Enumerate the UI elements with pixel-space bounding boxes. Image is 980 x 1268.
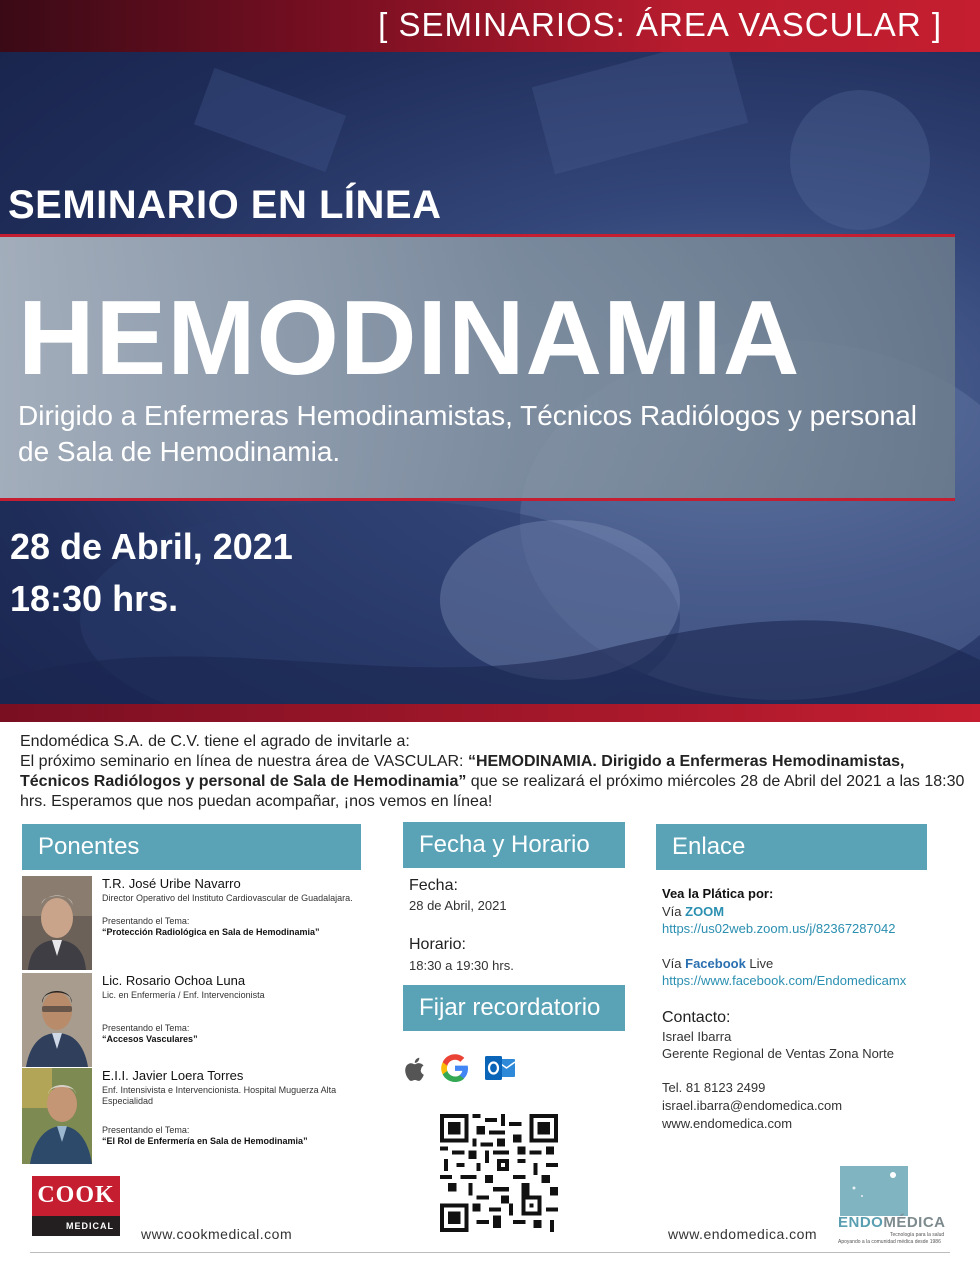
fecha-value: 28 de Abril, 2021: [409, 898, 507, 913]
speaker-photo: [22, 973, 92, 1067]
contact-web[interactable]: www.endomedica.com: [662, 1116, 793, 1131]
endo-part: ENDO: [838, 1214, 884, 1231]
fecha-label: Fecha:: [409, 877, 458, 894]
subtitle: Dirigido a Enfermeras Hemodinamistas, Técnicos Radiólogos y personal de Sala de Hemodinamia.: [18, 400, 918, 467]
contact-role: Gerente Regional de Ventas Zona Norte: [662, 1046, 894, 1061]
cook-logo-sub: MEDICAL: [32, 1216, 120, 1236]
endomedica-mark: [840, 1166, 908, 1216]
speaker-3-avatar: [22, 1068, 92, 1164]
speaker-role: Director Operativo del Instituto Cardiovascular de Guadalajara.: [102, 893, 353, 903]
medica-part: MÉDICA: [883, 1214, 946, 1231]
contact-email[interactable]: israel.ibarra@endomedica.com: [662, 1098, 843, 1113]
enlace-heading: Enlace: [656, 824, 927, 870]
top-red-bar: [0, 0, 980, 52]
footer-divider: [30, 1252, 950, 1253]
cook-medical-logo: [32, 1176, 120, 1236]
speaker-2-avatar: [22, 973, 92, 1067]
speaker-name: T.R. José Uribe Navarro: [102, 876, 241, 891]
endomedica-since: Apoyando a la comunidad médica desde 1986: [838, 1239, 941, 1245]
seminario-label: SEMINARIO EN LÍNEA: [8, 183, 442, 227]
horario-label: Horario:: [409, 936, 466, 953]
ponentes-heading: Ponentes: [22, 824, 361, 870]
reminder-heading: Fijar recordatorio: [403, 985, 625, 1031]
zoom-url[interactable]: https://us02web.zoom.us/j/82367287042: [662, 921, 896, 936]
contacto-label: Contacto:: [662, 1009, 731, 1026]
cook-url[interactable]: www.cookmedical.com: [141, 1226, 293, 1242]
speaker-photo: [22, 876, 92, 970]
invitation-title: “HEMODINAMIA. Dirigido a Enfermeras Hemodinamistas, Técnicos Radiólogos y personal de Sala de Hemodinamia”: [20, 753, 905, 790]
speaker-card: [22, 973, 362, 1067]
endomedica-tagline: Tecnología para la salud: [890, 1232, 945, 1238]
speaker-card: [22, 876, 362, 970]
speaker-name: E.I.I. Javier Loera Torres: [102, 1068, 244, 1083]
event-time: 18:30 hrs.: [10, 578, 179, 619]
via-prefix: Vía: [662, 956, 686, 971]
speaker-presenting-label: Presentando el Tema:: [102, 1023, 190, 1033]
speaker-1-avatar: [22, 876, 92, 970]
invitation-line-2: [20, 752, 970, 812]
speaker-photo: [22, 1068, 92, 1164]
apple-calendar-icon[interactable]: [402, 1054, 430, 1084]
endomedica-wordmark: [838, 1214, 956, 1231]
speaker-role: Enf. Intensivista e Intervencionista. Hospital Muguerza Alta Especialidad: [102, 1085, 337, 1106]
via-facebook: [662, 956, 773, 972]
main-title: HEMODINAMIA: [18, 279, 801, 397]
vea-label: Vea la Plática por:: [662, 886, 774, 901]
contact-phone[interactable]: Tel. 81 8123 2499: [662, 1080, 766, 1095]
contact-name: Israel Ibarra: [662, 1029, 732, 1044]
speaker-presenting-label: Presentando el Tema:: [102, 1125, 190, 1135]
area-tag: [ SEMINARIOS: ÁREA VASCULAR ]: [378, 6, 942, 43]
invitation-lead: El próximo seminario en línea de nuestra área de VASCULAR:: [20, 753, 468, 770]
endomedica-logo-block: [840, 1166, 908, 1216]
google-calendar-icon[interactable]: [439, 1052, 471, 1084]
facebook-url[interactable]: https://www.facebook.com/Endomedicamx: [662, 973, 907, 988]
zoom-link[interactable]: [662, 921, 895, 937]
cook-logo-text: COOK: [37, 1182, 115, 1208]
via-prefix: Vía: [662, 904, 686, 919]
invitation-rest: que se realizará el próximo miércoles 28 de Abril del 2021 a las 18:30 hrs. Esperamos que nos puedan acompañar, ¡nos vemos en línea!: [20, 773, 965, 810]
horario-value: 18:30 a 19:30 hrs.: [409, 958, 514, 973]
speaker-card: [22, 1068, 362, 1164]
bottom-red-bar: [0, 704, 980, 722]
event-date: 28 de Abril, 2021: [10, 526, 293, 567]
speaker-role: Lic. en Enfermería / Enf. Intervencionista: [102, 990, 265, 1000]
speaker-topic: “Protección Radiológica en Sala de Hemodinamia”: [102, 927, 320, 937]
via-zoom: [662, 904, 724, 920]
invitation-line-1: Endomédica S.A. de C.V. tiene el agrado de invitarle a:: [20, 733, 410, 750]
invitation-text: [20, 732, 970, 812]
outlook-calendar-icon[interactable]: [484, 1053, 516, 1083]
speaker-info: [102, 876, 372, 938]
speaker-name: Lic. Rosario Ochoa Luna: [102, 973, 246, 988]
endo-url[interactable]: www.endomedica.com: [668, 1226, 818, 1242]
speaker-topic: “El Rol de Enfermería en Sala de Hemodinamia”: [102, 1136, 308, 1146]
endomedica-logo: [838, 1166, 956, 1246]
qr-code[interactable]: [440, 1114, 558, 1232]
live-label: Live: [745, 956, 774, 971]
facebook-link[interactable]: [662, 973, 906, 989]
speaker-info: [102, 973, 372, 1045]
speaker-info: [102, 1068, 372, 1147]
speaker-topic: “Accesos Vasculares”: [102, 1034, 198, 1044]
speaker-presenting-label: Presentando el Tema:: [102, 916, 190, 926]
zoom-label: ZOOM: [685, 904, 725, 919]
facebook-label: Facebook: [685, 956, 746, 971]
fecha-heading: Fecha y Horario: [403, 822, 625, 868]
